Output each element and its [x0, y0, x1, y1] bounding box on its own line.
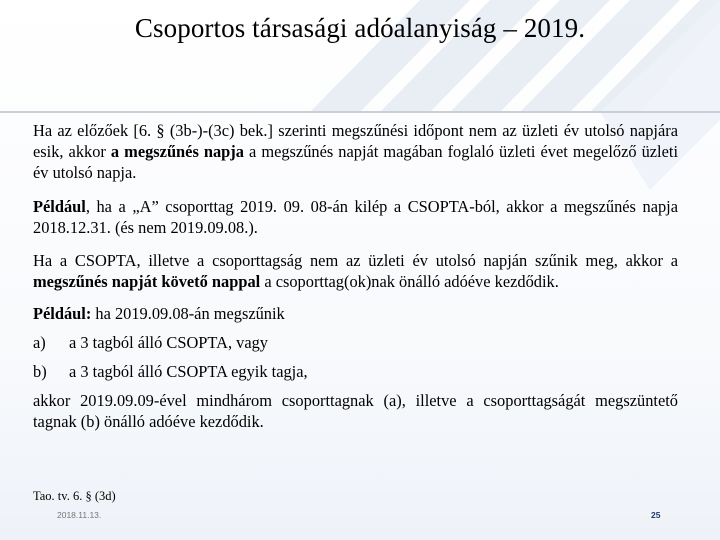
- page-number: 25: [651, 510, 661, 520]
- list-item-text: a 3 tagból álló CSOPTA, vagy: [69, 333, 268, 352]
- list-marker: a): [33, 333, 46, 352]
- slide-content: [33, 120, 678, 432]
- list-item-text: a 3 tagból álló CSOPTA egyik tagja,: [69, 362, 308, 381]
- title-divider: [0, 111, 720, 113]
- list-marker: b): [33, 362, 47, 381]
- paragraph-1-text-a: Ha az előzőek [6. § (3b-)-(3c) bek.] szerinti megszűnési időpont nem az üzleti év utolsó napjára esik, akkor: [33, 121, 678, 161]
- page-title: Csoportos társasági adóalanyiság – 2019.: [134, 13, 586, 43]
- paragraph-4: [33, 303, 678, 324]
- paragraph-5: akkor 2019.09.09-ével mindhárom csoporttagnak (a), illetve a csoporttagságát megszüntető tagnak (b) önálló adóéve kezdődik.: [33, 391, 678, 431]
- paragraph-3: [33, 250, 678, 292]
- paragraph-3-text-a: Ha a CSOPTA, illetve a csoporttagság nem az üzleti év utolsó napján szűnik meg, akkor a: [33, 251, 678, 270]
- paragraph-2: [33, 196, 678, 238]
- paragraph-1-text-c: a megszűnés napját magában foglaló üzleti évet megelőző üzleti év utolsó napja.: [33, 142, 678, 182]
- list-item: [33, 332, 678, 353]
- paragraph-3-text-c: a csoporttag(ok)nak önálló adóéve kezdődik.: [260, 272, 559, 291]
- list-item: [33, 361, 678, 382]
- paragraph-4-bold: Például:: [33, 304, 92, 323]
- paragraph-1-bold: a megszűnés napja: [110, 142, 244, 161]
- paragraph-3-bold: megszűnés napját követő nappal: [33, 272, 261, 291]
- paragraph-2-text: , ha a „A” csoporttag 2019. 09. 08-án kilép a CSOPTA-ból, akkor a megszűnés napja 2018.12.31. (és nem 2019.09.08.).: [33, 197, 678, 237]
- title-area: [0, 0, 720, 112]
- paragraph-2-bold: Például: [33, 197, 86, 216]
- paragraph-1: [33, 120, 678, 183]
- footer-date: 2018.11.13.: [57, 510, 102, 520]
- paragraph-4-text: ha 2019.09.08-án megszűnik: [91, 304, 285, 323]
- source-citation: Tao. tv. 6. § (3d): [33, 489, 116, 503]
